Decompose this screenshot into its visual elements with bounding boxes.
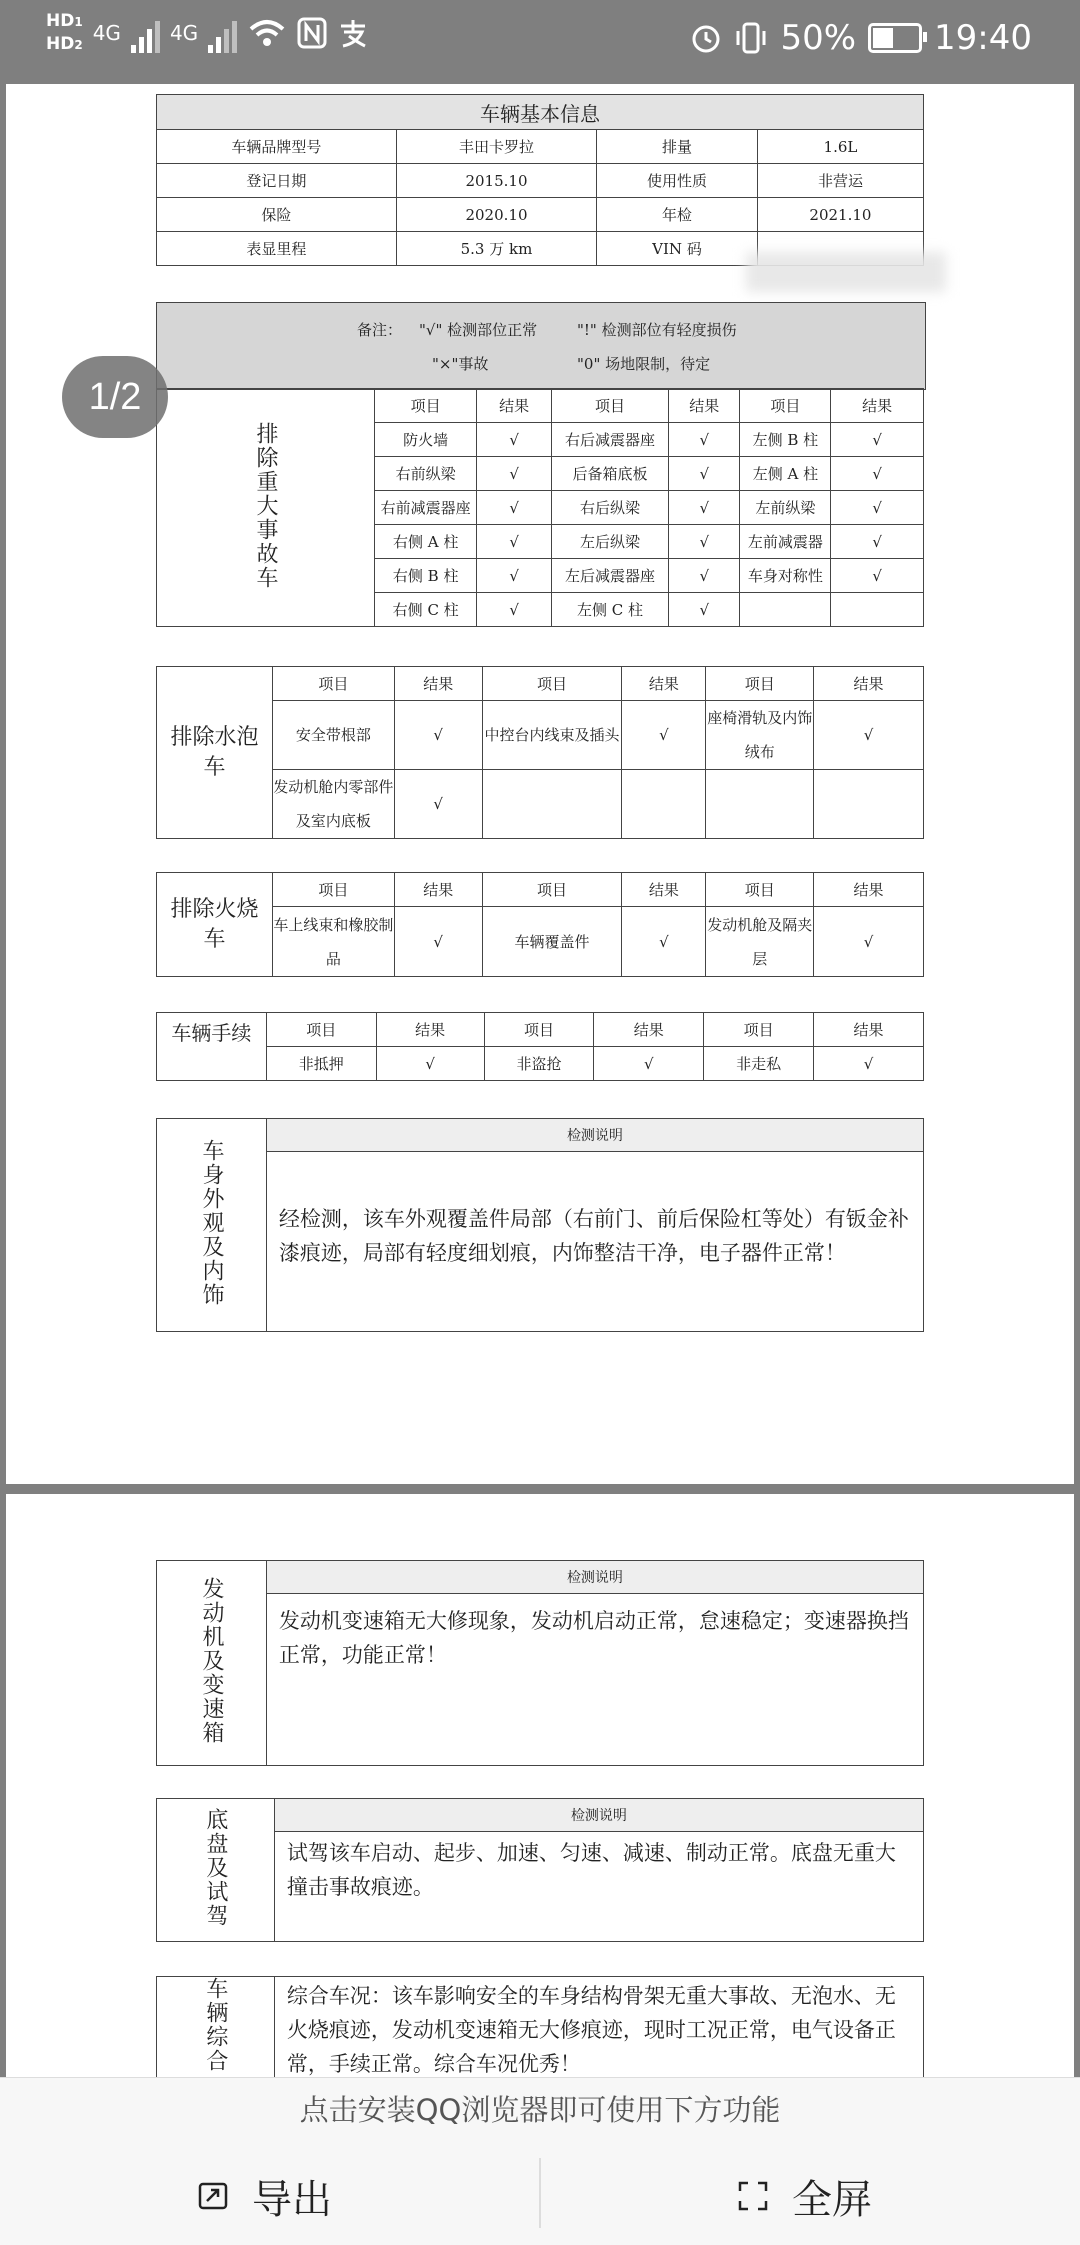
page-indicator: 1/2 bbox=[62, 356, 168, 438]
col-header-result: 结果 bbox=[669, 389, 740, 423]
check-item: 车身对称性 bbox=[740, 559, 831, 593]
document-page-1[interactable] bbox=[6, 84, 1074, 1484]
vibrate-icon bbox=[734, 21, 768, 55]
fullscreen-icon bbox=[736, 2179, 770, 2213]
install-promo-text[interactable]: 点击安装QQ浏览器即可使用下方功能 bbox=[299, 2093, 781, 2127]
basic-cell: 丰田卡罗拉 bbox=[396, 130, 596, 164]
check-result: √ bbox=[394, 907, 482, 977]
check-item: 车上线束和橡胶制品 bbox=[272, 907, 394, 977]
col-header-item: 项目 bbox=[272, 873, 394, 907]
check-item: 座椅滑轨及内饰绒布 bbox=[706, 701, 814, 770]
check-item: 右侧 C 柱 bbox=[375, 593, 477, 627]
check-result: √ bbox=[376, 1047, 484, 1081]
basic-cell: 车辆品牌型号 bbox=[157, 130, 397, 164]
check-item: 防火墙 bbox=[375, 423, 477, 457]
check-item: 左后减震器座 bbox=[552, 559, 669, 593]
status-bar bbox=[0, 0, 1080, 82]
status-right bbox=[690, 18, 1032, 58]
check-item: 右前减震器座 bbox=[375, 491, 477, 525]
legend-accident: "×"事故 bbox=[432, 355, 489, 373]
network-type-1: 4G bbox=[92, 21, 121, 45]
check-item: 非盗抢 bbox=[484, 1047, 594, 1081]
col-header-item: 项目 bbox=[740, 389, 831, 423]
check-result: √ bbox=[477, 559, 552, 593]
basic-cell: 排量 bbox=[597, 130, 758, 164]
basic-info-table bbox=[156, 94, 924, 266]
check-result: √ bbox=[622, 701, 706, 770]
check-item: 左前减震器 bbox=[740, 525, 831, 559]
desc-title: 检测说明 bbox=[266, 1561, 923, 1594]
col-header-result: 结果 bbox=[831, 389, 924, 423]
sim-1-label: 1 bbox=[74, 15, 83, 29]
accident-table bbox=[156, 388, 924, 627]
col-header-item: 项目 bbox=[484, 1013, 594, 1047]
fire-label: 排除火烧车 bbox=[170, 896, 259, 952]
check-result: √ bbox=[477, 423, 552, 457]
check-result: √ bbox=[814, 1047, 924, 1081]
col-header-item: 项目 bbox=[482, 667, 622, 701]
check-item: 左侧 C 柱 bbox=[552, 593, 669, 627]
export-icon bbox=[196, 2179, 230, 2213]
exterior-label-cell bbox=[157, 1119, 267, 1332]
col-header-result: 结果 bbox=[394, 667, 482, 701]
col-header-item: 项目 bbox=[706, 873, 814, 907]
check-item bbox=[482, 770, 622, 839]
check-result: √ bbox=[477, 525, 552, 559]
sim-2-label: 2 bbox=[74, 38, 83, 52]
accident-label: 排除重大事故车 bbox=[253, 421, 278, 590]
alipay-icon bbox=[337, 17, 369, 49]
legend-prefix: 备注： bbox=[357, 321, 403, 339]
check-item: 右侧 A 柱 bbox=[375, 525, 477, 559]
hd-label-2: HD bbox=[46, 34, 75, 54]
network-type-2: 4G bbox=[169, 21, 199, 45]
check-result: √ bbox=[477, 457, 552, 491]
legend-minor: "!" 检测部位有轻度损伤 bbox=[577, 321, 737, 339]
fire-table bbox=[156, 872, 924, 977]
check-result bbox=[814, 770, 924, 839]
check-item: 发动机舱内零部件及室内底板 bbox=[272, 770, 394, 839]
exterior-desc: 经检测，该车外观覆盖件局部（右前门、前后保险杠等处）有钣金补漆痕迹，局部有轻度细划痕，内饰整洁干净，电子器件正常！ bbox=[266, 1152, 923, 1332]
check-result: √ bbox=[669, 593, 740, 627]
vin-redaction bbox=[746, 252, 946, 292]
basic-cell: 2020.10 bbox=[396, 198, 596, 232]
engine-desc: 发动机变速箱无大修现象，发动机启动正常，怠速稳定；变速器换挡正常，功能正常！ bbox=[266, 1594, 923, 1766]
col-header-result: 结果 bbox=[594, 1013, 704, 1047]
check-result: √ bbox=[669, 491, 740, 525]
col-header-result: 结果 bbox=[814, 873, 924, 907]
check-result: √ bbox=[814, 907, 924, 977]
check-result: √ bbox=[594, 1047, 704, 1081]
basic-cell: 表显里程 bbox=[157, 232, 397, 266]
engine-label: 发动机及变速箱 bbox=[198, 1577, 224, 1745]
basic-cell: 1.6L bbox=[757, 130, 923, 164]
check-item: 后备箱底板 bbox=[552, 457, 669, 491]
basic-cell: 保险 bbox=[157, 198, 397, 232]
exterior-label: 车身外观及内饰 bbox=[198, 1139, 224, 1307]
check-item: 右后减震器座 bbox=[552, 423, 669, 457]
check-result: √ bbox=[669, 423, 740, 457]
battery-icon bbox=[868, 23, 922, 53]
check-result: √ bbox=[669, 559, 740, 593]
check-result: √ bbox=[394, 770, 482, 839]
chassis-desc: 试驾该车启动、起步、加速、匀速、减速、制动正常。底盘无重大撞击事故痕迹。 bbox=[274, 1832, 923, 1942]
check-result: √ bbox=[831, 559, 924, 593]
clock: 19:40 bbox=[934, 18, 1032, 58]
check-item: 左侧 A 柱 bbox=[740, 457, 831, 491]
col-header-item: 项目 bbox=[482, 873, 622, 907]
accident-label-cell bbox=[157, 389, 375, 627]
chassis-label: 底盘及试驾 bbox=[202, 1808, 228, 1928]
desc-title: 检测说明 bbox=[266, 1119, 923, 1152]
basic-cell: 5.3 万 km bbox=[396, 232, 596, 266]
check-result: √ bbox=[477, 491, 552, 525]
check-result: √ bbox=[831, 423, 924, 457]
flood-table bbox=[156, 666, 924, 839]
col-header-result: 结果 bbox=[622, 873, 706, 907]
check-result: √ bbox=[394, 701, 482, 770]
check-item: 左后纵梁 bbox=[552, 525, 669, 559]
document-page-2[interactable] bbox=[6, 1494, 1074, 2077]
check-result: √ bbox=[831, 491, 924, 525]
export-label: 导出 bbox=[252, 2176, 332, 2223]
check-item: 安全带根部 bbox=[272, 701, 394, 770]
wifi-icon bbox=[247, 17, 287, 49]
check-item: 左前纵梁 bbox=[740, 491, 831, 525]
col-header-item: 项目 bbox=[704, 1013, 814, 1047]
col-header-item: 项目 bbox=[272, 667, 394, 701]
basic-cell: 使用性质 bbox=[597, 164, 758, 198]
basic-cell: 2021.10 bbox=[757, 198, 923, 232]
col-header-result: 结果 bbox=[622, 667, 706, 701]
dual-sim-indicator bbox=[46, 10, 83, 56]
fire-label-cell bbox=[157, 873, 273, 977]
check-result: √ bbox=[831, 457, 924, 491]
col-header-item: 项目 bbox=[706, 667, 814, 701]
check-item: 非抵押 bbox=[266, 1047, 376, 1081]
bottom-toolbar bbox=[0, 2077, 1080, 2245]
col-header-result: 结果 bbox=[814, 1013, 924, 1047]
col-header-result: 结果 bbox=[376, 1013, 484, 1047]
col-header-item: 项目 bbox=[552, 389, 669, 423]
check-item: 车辆覆盖件 bbox=[482, 907, 622, 977]
overall-label: 车辆综合 bbox=[202, 1977, 228, 2073]
check-result: √ bbox=[831, 525, 924, 559]
engine-label-cell bbox=[157, 1561, 267, 1766]
check-result bbox=[622, 770, 706, 839]
fullscreen-label: 全屏 bbox=[792, 2176, 872, 2223]
check-result: √ bbox=[477, 593, 552, 627]
status-left bbox=[46, 10, 369, 56]
docs-label: 车辆手续 bbox=[171, 1021, 252, 1045]
col-header-result: 结果 bbox=[394, 873, 482, 907]
check-item: 中控台内线束及插头 bbox=[482, 701, 622, 770]
basic-cell: 登记日期 bbox=[157, 164, 397, 198]
basic-cell: 2015.10 bbox=[396, 164, 596, 198]
check-result: √ bbox=[622, 907, 706, 977]
engine-table bbox=[156, 1560, 924, 1766]
check-result: √ bbox=[669, 525, 740, 559]
hd-label-1: HD bbox=[46, 11, 75, 31]
signal-icon-1 bbox=[131, 13, 160, 53]
flood-label: 排除水泡车 bbox=[170, 724, 259, 780]
chassis-table bbox=[156, 1798, 924, 1942]
check-item: 右前纵梁 bbox=[375, 457, 477, 491]
check-item: 右侧 B 柱 bbox=[375, 559, 477, 593]
legend-box bbox=[156, 302, 926, 390]
check-result: √ bbox=[669, 457, 740, 491]
check-item: 非走私 bbox=[704, 1047, 814, 1081]
desc-title: 检测说明 bbox=[274, 1799, 923, 1832]
exterior-table bbox=[156, 1118, 924, 1332]
check-item: 右后纵梁 bbox=[552, 491, 669, 525]
overall-desc: 综合车况：该车影响安全的车身结构骨架无重大事故、无泡水、无火烧痕迹，发动机变速箱无大修痕迹，现时工况正常，电气设备正常，手续正常。综合车况优秀！ bbox=[274, 1977, 923, 2108]
docs-label-cell bbox=[157, 1013, 267, 1081]
basic-cell: 非营运 bbox=[757, 164, 923, 198]
toolbar-divider bbox=[539, 2158, 541, 2228]
basic-info-title: 车辆基本信息 bbox=[157, 95, 924, 130]
col-header-item: 项目 bbox=[266, 1013, 376, 1047]
check-item: 左侧 B 柱 bbox=[740, 423, 831, 457]
flood-label-cell bbox=[157, 667, 273, 839]
basic-cell: VIN 码 bbox=[597, 232, 758, 266]
check-item: 发动机舱及隔夹层 bbox=[706, 907, 814, 977]
nfc-icon bbox=[297, 17, 327, 49]
col-header-result: 结果 bbox=[477, 389, 552, 423]
check-result: √ bbox=[814, 701, 924, 770]
col-header-result: 结果 bbox=[814, 667, 924, 701]
check-result bbox=[831, 593, 924, 627]
check-item bbox=[740, 593, 831, 627]
signal-icon-2 bbox=[208, 13, 237, 53]
check-item bbox=[706, 770, 814, 839]
battery-percent: 50% bbox=[780, 18, 857, 58]
alarm-icon bbox=[690, 22, 722, 54]
export-button[interactable] bbox=[196, 2158, 332, 2234]
docs-table bbox=[156, 1012, 924, 1081]
chassis-label-cell bbox=[157, 1799, 275, 1942]
legend-pending: "0" 场地限制，待定 bbox=[577, 355, 711, 373]
battery-fill bbox=[873, 28, 893, 48]
fullscreen-button[interactable] bbox=[736, 2158, 872, 2234]
col-header-item: 项目 bbox=[375, 389, 477, 423]
legend-normal: "√" 检测部位正常 bbox=[419, 321, 538, 339]
basic-cell: 年检 bbox=[597, 198, 758, 232]
